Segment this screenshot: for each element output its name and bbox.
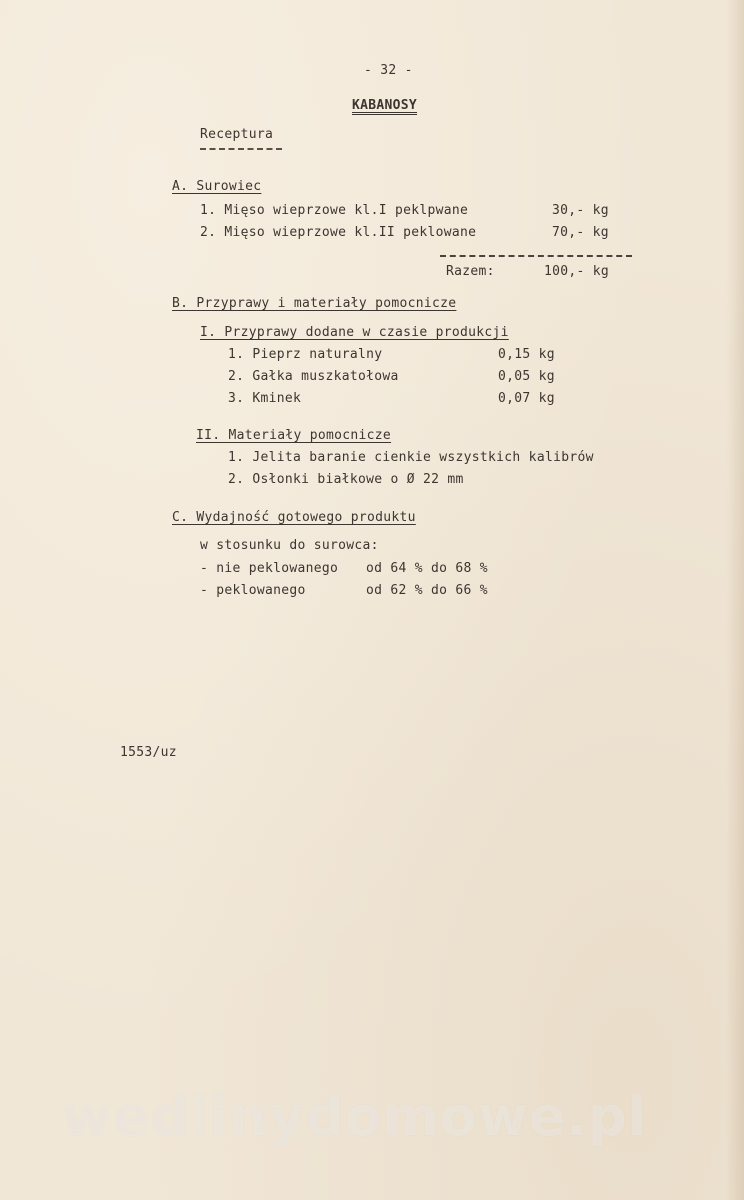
spice-item-label: 3. Kminek [228,391,302,406]
section-c-heading: C. Wydajność gotowego produktu [172,510,416,525]
spice-item-label: 2. Gałka muszkatołowa [228,369,399,384]
yield-item-value: od 62 % do 66 % [366,583,488,598]
total-separator-line [440,255,632,257]
yield-item-label: - nie peklowanego [200,561,339,576]
yield-item-value: od 64 % do 68 % [366,561,488,576]
subtitle-underline [200,148,282,150]
material-item: 2. Osłonki białkowe o Ø 22 mm [228,472,464,487]
section-b-heading: B. Przyprawy i materiały pomocnicze [172,296,457,311]
yield-intro: w stosunku do surowca: [200,538,379,553]
section-a-total-value: 100,- kg [544,264,610,279]
document-code: 1553/uz [120,745,177,760]
document-title: KABANOSY [352,98,418,113]
material-item: 1. Jelita baranie cienkie wszystkich kalibrów [228,450,594,465]
subtitle: Receptura [200,127,274,142]
spice-item-value: 0,07 kg [498,391,555,406]
spice-item-value: 0,05 kg [498,369,555,384]
page-edge-shadow [726,0,744,1200]
section-b-ii-heading: II. Materiały pomocnicze [196,428,392,443]
watermark: wedlinydomowe.pl [62,1085,648,1148]
section-a-item-label: 2. Mięso wieprzowe kl.II peklowane [200,225,477,240]
yield-item-label: - peklowanego [200,583,306,598]
section-a-item-value: 70,- kg [552,225,609,240]
spice-item-value: 0,15 kg [498,347,555,362]
spice-item-label: 1. Pieprz naturalny [228,347,383,362]
section-b-i-heading: I. Przyprawy dodane w czasie produkcji [200,325,509,340]
page-number: - 32 - [364,63,413,78]
section-a-item-value: 30,- kg [552,203,609,218]
section-a-total-label: Razem: [446,264,495,279]
section-a-item-label: 1. Mięso wieprzowe kl.I peklpwane [200,203,469,218]
section-a-heading: A. Surowiec [172,179,262,194]
